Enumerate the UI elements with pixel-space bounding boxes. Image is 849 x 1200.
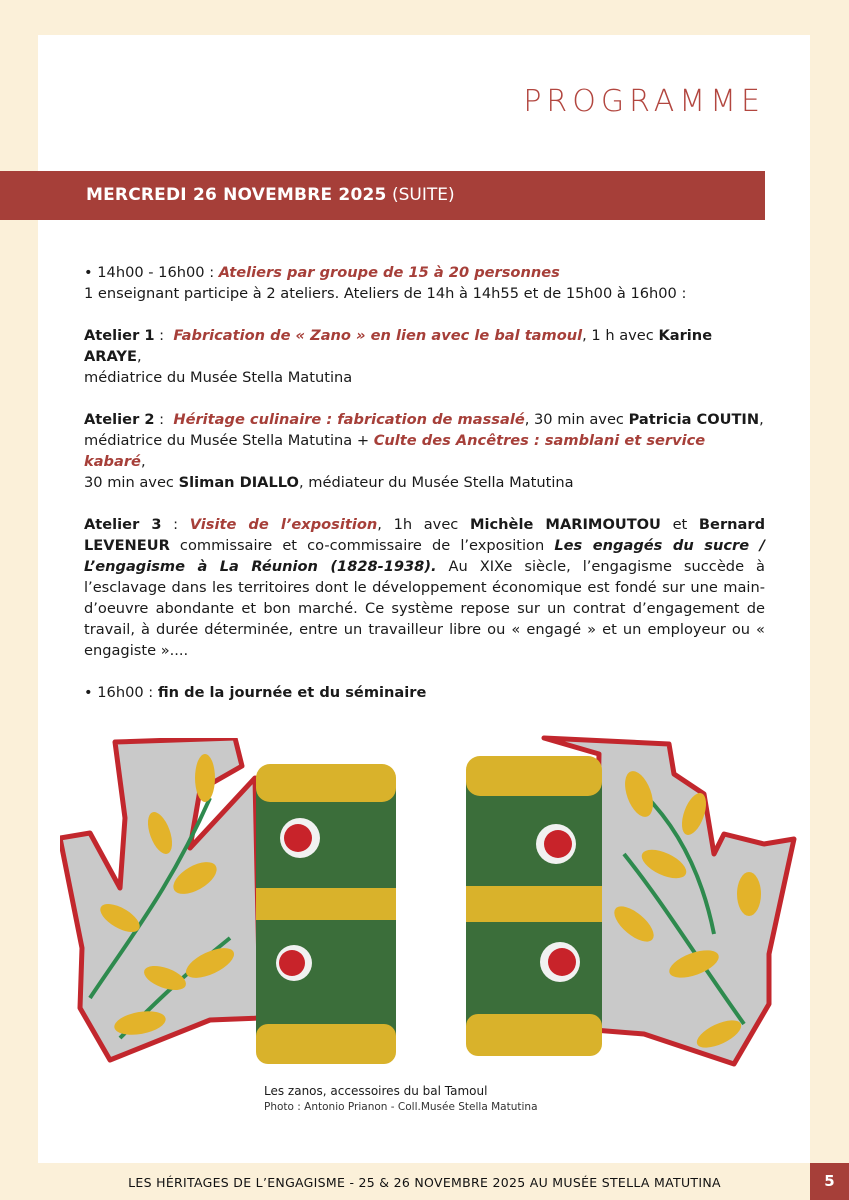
atelier-3-sep: : [161,516,190,533]
atelier-3-and: et [660,516,699,533]
slot-2-title: fin de la journée et du séminaire [157,684,427,701]
slot-1-time: • 14h00 - 16h00 : [84,264,219,281]
caption-text: Les zanos, accessoires du bal Tamoul [264,1084,488,1098]
atelier-2-mid: , 30 min avec [524,411,629,428]
atelier-2-line2a: médiatrice du Musée Stella Matutina + [84,432,374,449]
atelier-1 [84,325,765,367]
day-banner [0,171,765,220]
banner-suffix: (SUITE) [391,185,455,205]
atelier-3-desc1: commissaire et co-commissaire de l’exposition [169,537,555,554]
atelier-3-person2: Bernard LEVENEUR [84,516,766,554]
zano-left-photo [60,738,400,1068]
page-title: PROGRAMME [523,84,765,119]
atelier-3-mid: , 1h avec [377,516,470,533]
atelier-1-title: Fabrication de « Zano » en lien avec le bal tamoul [173,327,583,344]
atelier-3-person: Michèle MARIMOUTOU [469,516,661,533]
atelier-1-label: Atelier 1 [84,327,155,344]
atelier-1-mid: , 1 h avec [582,327,659,344]
atelier-3-title: Visite de l’exposition [189,516,378,533]
photo-caption [264,1083,538,1115]
atelier-2-line3a: 30 min avec [84,474,179,491]
page-number: 5 [810,1163,849,1200]
atelier-1-person: Karine ARAYE [84,327,713,365]
atelier-2-sep: : [154,411,174,428]
banner-date: MERCREDI 26 NOVEMBRE 2025 [86,185,387,205]
atelier-2-person: Patricia COUTIN [628,411,760,428]
atelier-2-line3b: , médiateur du Musée Stella Matutina [298,474,574,491]
atelier-2-line3 [84,472,765,493]
atelier-1-tail: , [136,348,142,365]
atelier-2-title: Héritage culinaire : fabrication de massalé [173,411,525,428]
zano-right-photo [464,734,800,1070]
atelier-3-label: Atelier 3 [84,516,162,533]
atelier-2-person2: Sliman DIALLO [178,474,299,491]
caption-credit: Photo : Antonio Prianon - Coll.Musée Stella Matutina [264,1101,538,1113]
atelier-2-line2 [84,430,765,472]
atelier-2 [84,409,765,430]
atelier-1-sep: : [154,327,174,344]
atelier-2-label: Atelier 2 [84,411,155,428]
atelier-2-title2: Culte des Ancêtres : samblani et service kabaré [84,432,706,470]
slot-1-title: Ateliers par groupe de 15 à 20 personnes [218,264,560,281]
programme-content [84,262,765,703]
atelier-2-tail: , [759,411,764,428]
slot-1-note: 1 enseignant participe à 2 ateliers. Ateliers de 14h à 14h55 et de 15h00 à 16h00 : [84,285,687,302]
slot-2 [84,682,765,703]
atelier-1-line2: médiatrice du Musée Stella Matutina [84,369,353,386]
atelier-3-desc2: Au XIXe siècle, l’engagisme succède à l’esclavage dans les territoires dont le développement économique est fondé sur une main-d’oeuvre abondante et bon marché. Ce système repose sur un contrat d’engagement de travail, à durée déterminée, entre un travailleur libre ou « engagé » et un employeur ou « engagiste ».... [84,558,765,659]
atelier-3-expo: Les engagés du sucre / L’engagisme à La Réunion (1828-1938). [84,537,765,575]
slot-1 [84,262,765,283]
atelier-3 [84,514,765,661]
footer-text: LES HÉRITAGES DE L’ENGAGISME - 25 & 26 NOVEMBRE 2025 AU MUSÉE STELLA MATUTINA [128,1175,721,1190]
atelier-2-tail2: , [140,453,146,470]
slot-2-time: • 16h00 : [84,684,158,701]
